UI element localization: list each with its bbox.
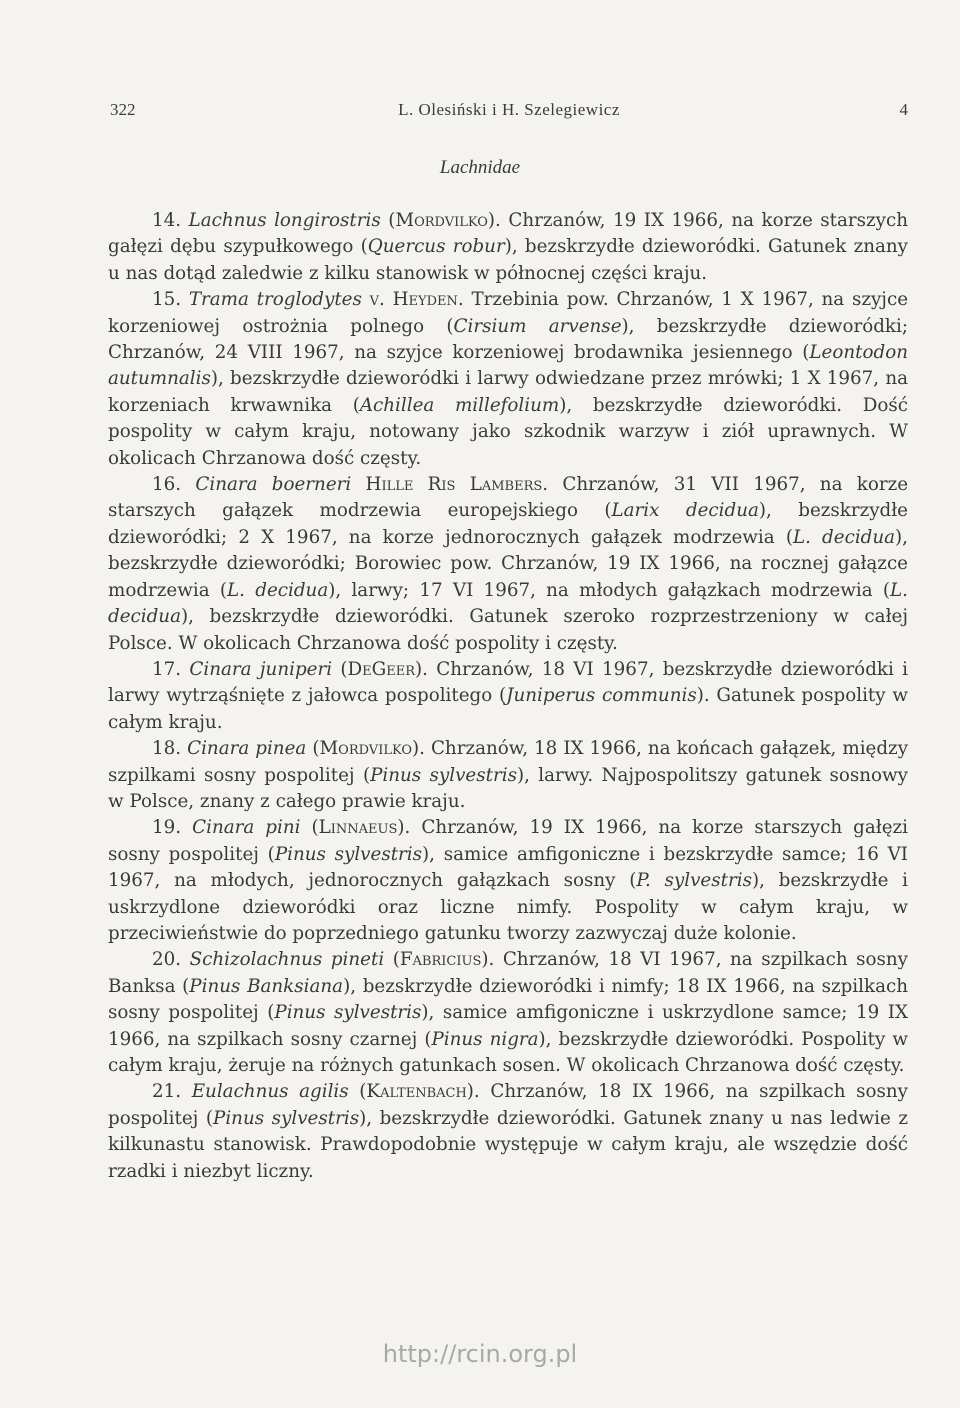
species-entry-17 [108, 657, 908, 736]
entry-text: Chrzanów, 18 IX 1966, na szpilkach sosny pospolitej ( [108, 1081, 908, 1129]
species-author: v. Heyden. [369, 289, 464, 311]
entry-text: ), larwy. Najpospolitszy gatunek sosnowy w Polsce, znany z całego prawie kraju. [108, 764, 908, 812]
species-author: (Linnaeus). [311, 817, 411, 839]
species-name: Eulachnus agilis [191, 1081, 349, 1103]
species-entry-21 [108, 1079, 908, 1185]
entry-text: ), bezskrzydłe dzieworódki. Pospolity w całym kraju, żeruje na różnych gatunkach sosen. W okolicach Chrzanowa dość częsty. [108, 1028, 908, 1076]
entry-text: ), bezskrzydłe dzieworódki; Chrzanów, 24 VIII 1967, na szyjce korzeniowej brodawnika jesiennego ( [108, 315, 908, 364]
entry-number: 15. [152, 289, 182, 311]
entry-text: ), bezskrzydłe dzieworódki. Gatunek szeroko rozprzestrzeniony w całej Polsce. W okolicach Chrzanowa dość pospolity i częsty. [108, 606, 908, 654]
document-body [108, 208, 908, 1185]
entry-text: ), bezskrzydłe dzieworódki; 2 X 1967, na korze jednorocznych gałązek modrzewia ( [108, 500, 909, 548]
entry-text: ), bezskrzydłe dzieworódki. Dość pospolity w całym kraju, notowany jako szkodnik warzyw i ziół uprawnych. W okolicach Chrzanowa dość częsty. [108, 394, 908, 469]
host-plant-name: L. decidua [792, 526, 896, 548]
species-name: Schizolachnus pineti [189, 949, 385, 971]
host-plant-name: Pinus Banksiana [189, 975, 344, 997]
species-entry-19 [108, 815, 908, 947]
entry-text: ), bezskrzydłe dzieworódki; Borowiec pow. Chrzanów, 19 IX 1966, na rocznej gałązce modrzewia ( [108, 526, 908, 601]
entry-text: ), bezskrzydłe dzieworódki. Gatunek znany u nas ledwie z kilkunastu stanowisk. Prawdopodobnie występuje w całym kraju, ale wszędzie dość rzadki i niezbyt liczny. [108, 1107, 908, 1182]
entry-text: ), bezskrzydłe dzieworódki i nimfy; 18 IX 1966, na szpilkach sosny pospolitej ( [108, 975, 908, 1024]
entry-number: 14. [152, 210, 182, 231]
header-right-number: 4 [899, 100, 908, 119]
species-name: Lachnus longirostris [188, 210, 381, 231]
page-number: 322 [110, 100, 136, 119]
entry-number: 21. [152, 1081, 182, 1103]
entry-number: 16. [152, 474, 182, 496]
species-name: Cinara pini [192, 817, 301, 839]
entry-text: ), bezskrzydłe i uskrzydlone dzieworódki oraz liczne nimfy. Pospolity w całym kraju, w przeciwieństwie do poprzedniego gatunku tworzy zazwyczaj duże kolonie. [108, 870, 909, 944]
species-author: Hille Ris Lambers. [365, 474, 549, 496]
host-plant-name: Pinus sylvestris [274, 1002, 422, 1024]
host-plant-name: Pinus nigra [431, 1028, 539, 1050]
entry-number: 17. [152, 658, 182, 680]
entry-text: ), bezskrzydłe dzieworódki. Gatunek znany u nas dotąd zaledwie z kilku stanowisk w północnej części kraju. [108, 236, 908, 284]
host-plant-name: Pinus sylvestris [213, 1107, 360, 1129]
species-name: Cinara pinea [187, 738, 307, 760]
species-name: Cinara juniperi [189, 658, 333, 680]
entry-number: 19. [152, 817, 182, 839]
species-entry-16 [108, 472, 908, 657]
host-plant-name: Pinus sylvestris [274, 843, 423, 865]
section-title: Lachnidae [439, 157, 521, 178]
entry-number: 20. [152, 949, 182, 971]
entry-text: ), samice amfigoniczne i bezskrzydłe samce; 16 VI 1967, na młodych, jednorocznych gałązkach sosny ( [108, 843, 908, 892]
host-plant-name: Pinus sylvestris [370, 764, 517, 786]
host-plant-name: Cirsium arvense [453, 315, 622, 337]
host-plant-name: Leontodon autumnalis [108, 342, 908, 390]
entry-text: ), larwy; 17 VI 1967, na młodych gałązkach modrzewia ( [328, 579, 891, 601]
entry-text: Chrzanów, 18 VI 1967, na szpilkach sosny Banksa ( [108, 949, 909, 997]
entry-text: Trzebinia pow. Chrzanów, 1 X 1967, na szyjce korzeniowej ostrożnia polnego ( [108, 289, 909, 337]
entry-text: ). Gatunek pospolity w całym kraju. [108, 685, 908, 733]
entry-text: Chrzanów, 19 IX 1966, na korze starszych gałęzi dębu szypułkowego ( [108, 210, 908, 258]
species-entry-14 [108, 208, 908, 287]
page-header [110, 100, 908, 128]
entry-number: 18. [152, 738, 182, 760]
host-plant-name: Juniperus communis [506, 685, 697, 707]
entry-text: ), bezskrzydłe dzieworódki i larwy odwiedzane przez mrówki; 1 X 1967, na korzeniach krwawnika ( [108, 368, 908, 416]
entry-text: ), samice amfigoniczne i uskrzydlone samce; 19 IX 1966, na szpilkach sosny czarnej ( [108, 1002, 908, 1050]
species-author: (Mordvilko). [388, 210, 501, 231]
entry-text: Chrzanów, 19 IX 1966, na korze starszych gałęzi sosny pospolitej ( [108, 817, 908, 865]
running-head: L. Olesiński i H. Szelegiewicz [398, 100, 620, 119]
species-author: (Mordvilko). [312, 738, 425, 760]
host-plant-name: L. decidua [227, 579, 329, 601]
host-plant-name: L. decidua [108, 579, 908, 628]
host-plant-name: Larix decidua [611, 500, 759, 522]
host-plant-name: Quercus robur [367, 236, 505, 258]
species-entry-15 [108, 287, 908, 472]
species-author: (Kaltenbach). [359, 1081, 480, 1103]
entry-text: Chrzanów, 31 VII 1967, na korze starszych gałązek modrzewia europejskiego ( [108, 474, 909, 522]
entry-text: Chrzanów, 18 IX 1966, na końcach gałązek, między szpilkami sosny pospolitej ( [108, 738, 909, 786]
species-entry-20 [108, 947, 908, 1079]
species-name: Cinara boerneri [195, 474, 352, 496]
species-entry-18 [108, 736, 908, 815]
species-name: Trama troglodytes [188, 289, 362, 311]
species-author: (DeGeer). [340, 658, 428, 680]
entry-text: Chrzanów, 18 VI 1967, bezskrzydłe dzieworódki i larwy wytrząśnięte z jałowca pospolitego ( [108, 658, 908, 707]
host-plant-name: Achillea millefolium [359, 394, 560, 416]
species-author: (Fabricius). [392, 949, 495, 971]
source-watermark: http://rcin.org.pl [382, 1340, 578, 1368]
host-plant-name: P. sylvestris [636, 870, 752, 892]
